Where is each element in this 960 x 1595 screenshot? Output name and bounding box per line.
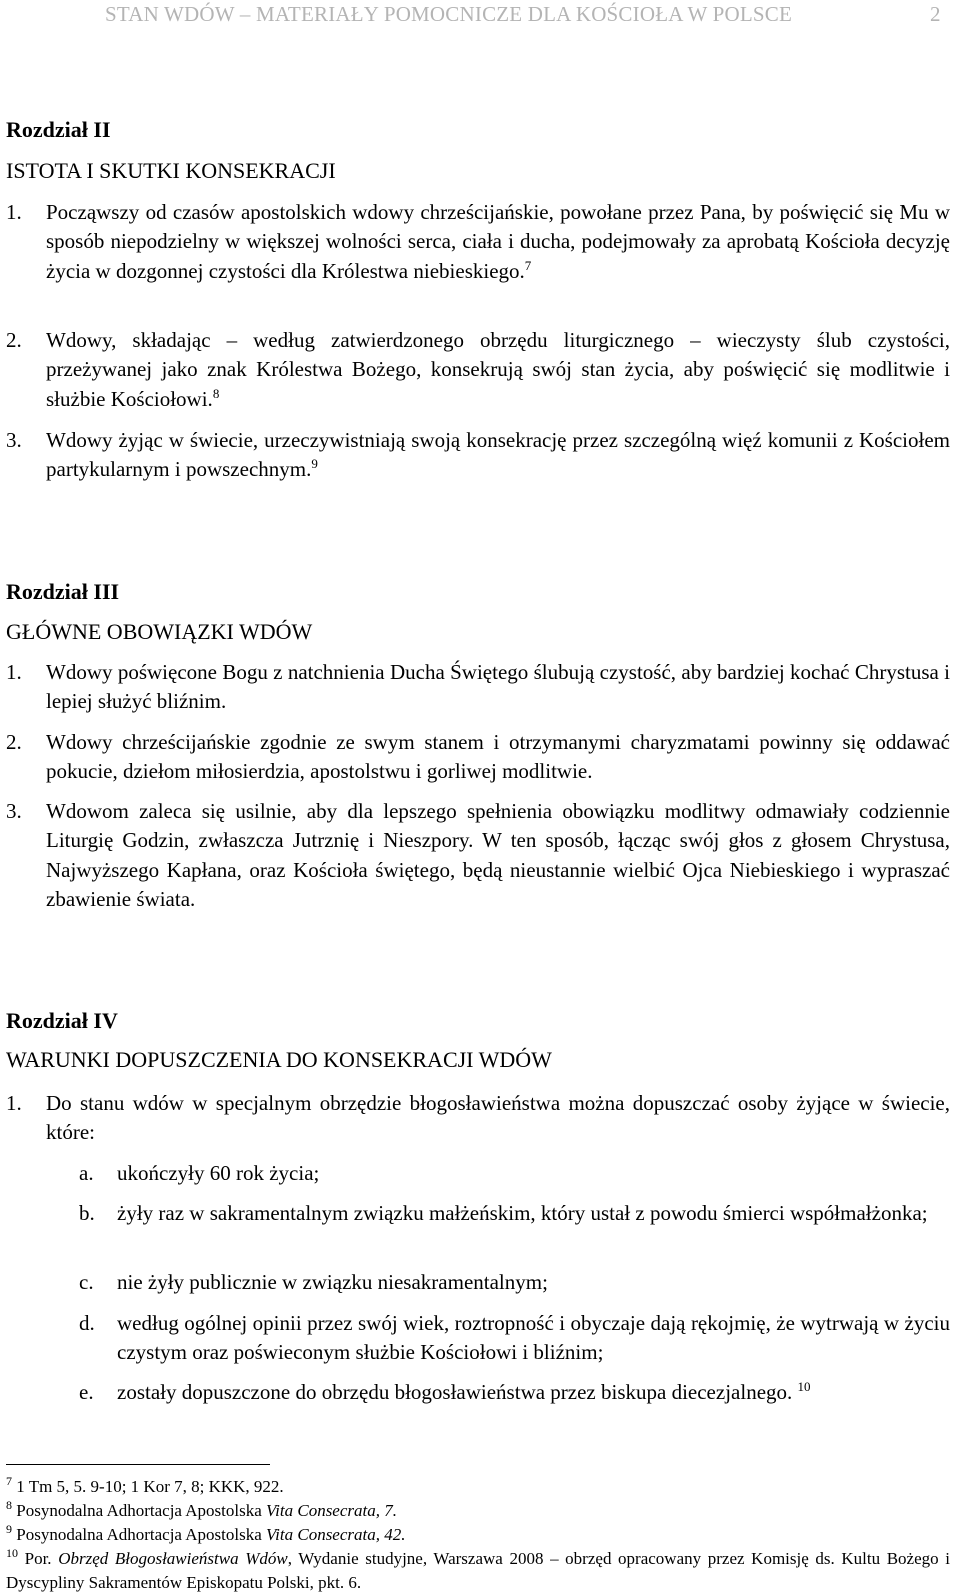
- item-text: Wdowom zaleca się usilnie, aby dla lepszego spełnienia obowiązku modlitwy odmawiały codziennie Liturgię Godzin, zwłaszcza Jutrznię i Nieszpory. W ten sposób, łącząc swój głos z głosem Chrystusa, Najwyższego Kapłana, oraz Kościoła świętego, będą nieustannie wielbić Ojca Niebieskiego i wypraszać zbawienie świata.: [46, 799, 950, 911]
- item-number: 2.: [6, 328, 22, 352]
- header-title: STAN WDÓW – MATERIAŁY POMOCNICZE DLA KOŚCIOŁA W POLSCE: [105, 2, 792, 26]
- sub-item-text: żyły raz w sakramentalnym związku małżeńskim, który ustał z powodu śmierci współmałżonka;: [117, 1201, 928, 1225]
- footnote-prefix: Por.: [24, 1549, 59, 1568]
- list-item: [6, 1089, 950, 1148]
- footnote-italic: Vita Consecrata, 42.: [266, 1525, 406, 1544]
- running-header: [0, 0, 960, 30]
- footnote-text: Posynodalna Adhortacja Apostolska: [16, 1525, 267, 1544]
- page-number: 2: [930, 2, 941, 26]
- footnote-text: 1 Tm 5, 5. 9-10; 1 Kor 7, 8; KKK, 922.: [16, 1477, 284, 1496]
- item-number: 1.: [6, 660, 22, 684]
- sub-item-letter: e.: [79, 1380, 94, 1404]
- item-text: Wdowy żyjąc w świecie, urzeczywistniają swoją konsekrację przez szczególną więź komunii z Kościołem partykularnym i powszechnym.: [46, 428, 950, 482]
- chapter-2-label: Rozdział II: [6, 117, 111, 142]
- footnote: [6, 1547, 950, 1595]
- footnote-text: Posynodalna Adhortacja Apostolska: [16, 1501, 267, 1520]
- footnote-number: 10: [6, 1546, 18, 1560]
- footnote: [6, 1523, 950, 1547]
- item-number: 2.: [6, 730, 22, 754]
- list-item: [6, 658, 950, 717]
- footnote-number: 8: [6, 1498, 12, 1512]
- item-text: Do stanu wdów w specjalnym obrzędzie błogosławieństwa można dopuszczać osoby żyjące w świecie, które:: [46, 1091, 950, 1145]
- sub-item-letter: d.: [79, 1311, 95, 1335]
- footnote-ref[interactable]: 9: [311, 456, 318, 472]
- sub-item-text: zostały dopuszczone do obrzędu błogosławieństwa przez biskupa diecezjalnego.: [117, 1380, 793, 1404]
- sub-item-text: według ogólnej opinii przez swój wiek, roztropność i obyczaje dają rękojmię, że wytrwają w życiu czystym oraz poświeconym służbie Kościołowi i bliźnim;: [117, 1311, 950, 1365]
- footnote: [6, 1475, 950, 1499]
- footnote-number: 7: [6, 1474, 12, 1488]
- footnote-ref[interactable]: 10: [797, 1379, 811, 1394]
- chapter-4-label: Rozdział IV: [6, 1008, 118, 1033]
- list-item: [6, 797, 950, 914]
- item-number: 1.: [6, 1091, 22, 1115]
- item-number: 3.: [6, 799, 22, 823]
- item-text: Wdowy, składając – według zatwierdzonego obrzędu liturgicznego – wieczysty ślub czystości, przeżywanej jako znak Królestwa Bożego, konsekrują swój stan życia, aby poświęcić się modlitwie i służbie Kościołowi.: [46, 328, 950, 411]
- chapter-4-title: WARUNKI DOPUSZCZENIA DO KONSEKRACJI WDÓW: [6, 1047, 552, 1072]
- sub-item: [79, 1268, 950, 1297]
- sub-item: [79, 1159, 950, 1188]
- footnote-ref[interactable]: 8: [212, 385, 220, 401]
- footnote-text: , Wydanie studyjne, Warszawa 2008 – obrzęd opracowany przez Komisję ds. Kultu Bożego i Dyscypliny Sakramentów Episkopatu Polski, pkt. 6.: [6, 1549, 950, 1592]
- list-item: [6, 198, 950, 286]
- sub-item: [79, 1378, 950, 1407]
- sub-item: [79, 1309, 950, 1368]
- item-number: 3.: [6, 428, 22, 452]
- sub-item-letter: b.: [79, 1201, 95, 1225]
- sub-item-letter: c.: [79, 1270, 94, 1294]
- sub-item: [79, 1199, 950, 1228]
- footnote-number: 9: [6, 1522, 12, 1536]
- chapter-3-label: Rozdział III: [6, 579, 120, 604]
- chapter-2-title: ISTOTA I SKUTKI KONSEKRACJI: [6, 158, 336, 183]
- footnote-separator: [6, 1464, 270, 1465]
- item-text: Wdowy poświęcone Bogu z natchnienia Ducha Świętego ślubują czystość, aby bardziej kochać Chrystusa i lepiej służyć bliźnim.: [46, 660, 950, 714]
- list-item: [6, 728, 950, 787]
- list-item: [6, 426, 950, 485]
- footnote: [6, 1499, 950, 1523]
- sub-item-text: ukończyły 60 rok życia;: [117, 1161, 320, 1185]
- footnote-italic: Vita Consecrata, 7.: [266, 1501, 397, 1520]
- sub-item-text: nie żyły publicznie w związku niesakramentalnym;: [117, 1270, 548, 1294]
- footnote-ref[interactable]: 7: [524, 257, 532, 273]
- item-text: Wdowy chrześcijańskie zgodnie ze swym stanem i otrzymanymi charyzmatami powinny się oddawać pokucie, dziełom miłosierdzia, apostolstwu i gorliwej modlitwie.: [46, 730, 950, 784]
- item-text: Począwszy od czasów apostolskich wdowy chrześcijańskie, powołane przez Pana, by poświęcić się Mu w sposób niepodzielny w większej wolności serca, ciała i ducha, podejmowały za aprobatą Kościoła decyzję życia w dozgonnej czystości dla Królestwa niebieskiego.: [46, 200, 950, 283]
- footnote-italic: Obrzęd Błogosławieństwa Wdów: [58, 1549, 288, 1568]
- chapter-3-title: GŁÓWNE OBOWIĄZKI WDÓW: [6, 619, 313, 644]
- list-item: [6, 326, 950, 414]
- sub-item-letter: a.: [79, 1161, 94, 1185]
- item-number: 1.: [6, 200, 22, 224]
